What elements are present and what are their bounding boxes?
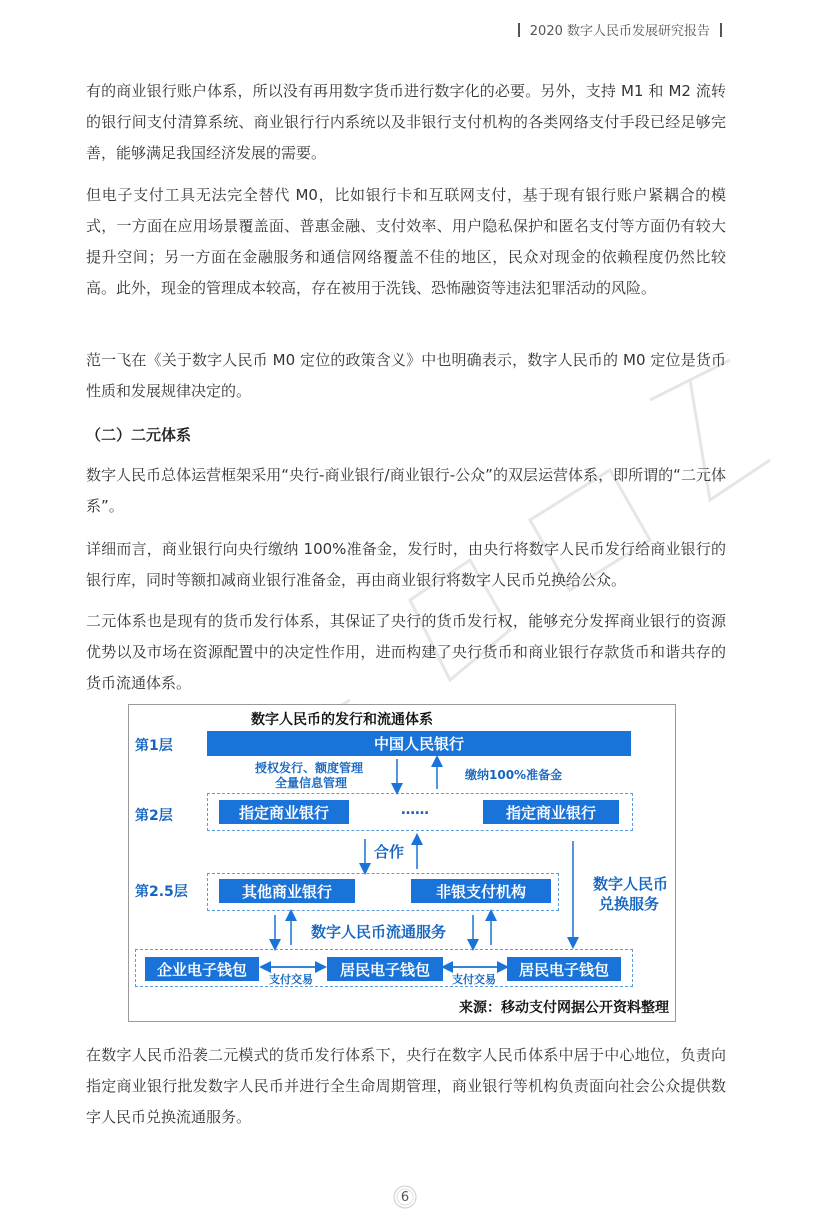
other-bank-box: 其他商业银行 — [219, 879, 355, 903]
nonbank-box: 非银支付机构 — [411, 879, 551, 903]
reserve-label: 缴纳100%准备金 — [465, 768, 563, 782]
issuance-diagram — [128, 704, 676, 1022]
payment-label-2: 支付交易 — [452, 973, 496, 986]
resident-wallet-box-2: 居民电子钱包 — [507, 957, 621, 981]
exchange-label-line1: 数字人民币 — [593, 875, 669, 893]
header-divider-left — [518, 23, 520, 37]
layer-25-label: 第2.5层 — [135, 884, 188, 900]
designated-bank-right: 指定商业银行 — [483, 800, 619, 824]
designated-bank-left: 指定商业银行 — [219, 800, 349, 824]
diagram-source: 来源：移动支付网据公开资料整理 — [459, 1000, 669, 1016]
paragraph-3: 范一飞在《关于数字人民币 M0 定位的政策含义》中也明确表示，数字人民币的 M0 定位是货币性质和发展规律决定的。 — [86, 351, 726, 400]
cooperate-label: 合作 — [374, 843, 405, 861]
page-number-text: 6 — [400, 1189, 410, 1205]
paragraph-4: 数字人民币总体运营框架采用“央行-商业银行/商业银行-公众”的双层运营体系，即所谓的“二元体系”。 — [86, 466, 726, 515]
paragraph-2: 但电子支付工具无法完全替代 M0，比如银行卡和互联网支付，基于现有银行账户紧耦合的模式，一方面在应用场景覆盖面、普惠金融、支付效率、用户隐私保护和匿名支付等方面仍有较大提升空间；另一方面在金融服务和通信网络覆盖不佳的地区，民众对现金的依赖程度仍然比较高。此外，现金的管理成本较高，存在被用于洗钱、恐怖融资等违法犯罪活动的风险。 — [86, 186, 726, 297]
section-heading: （二）二元体系 — [86, 426, 192, 444]
layer-1-label: 第1层 — [135, 738, 173, 754]
corporate-wallet-box: 企业电子钱包 — [145, 957, 259, 981]
header-divider-right — [720, 23, 722, 37]
page-number — [392, 1184, 418, 1210]
issue-label-line1: 授权发行、额度管理 — [255, 761, 364, 775]
paragraph-6: 二元体系也是现有的货币发行体系，其保证了央行的货币发行权，能够充分发挥商业银行的资源优势以及市场在资源配置中的决定性作用，进而构建了央行货币和商业银行存款货币和谐共存的货币流通体系。 — [86, 612, 726, 692]
issue-label-line2: 全量信息管理 — [275, 776, 348, 790]
paragraph-1: 有的商业银行账户体系，所以没有再用数字货币进行数字化的必要。另外，支持 M1 和 M2 流转的银行间支付清算系统、商业银行行内系统以及非银行支付机构的各类网络支付手段已经足够完善，能够满足我国经济发展的需要。 — [86, 82, 726, 162]
page-header — [518, 20, 722, 39]
header-title: 2020 数字人民币发展研究报告 — [529, 24, 710, 39]
resident-wallet-box-1: 居民电子钱包 — [327, 957, 443, 981]
central-bank-box: 中国人民银行 — [207, 731, 631, 756]
payment-label-1: 支付交易 — [269, 973, 313, 986]
circulation-label: 数字人民币流通服务 — [311, 923, 447, 941]
paragraph-7: 在数字人民币沿袭二元模式的货币发行体系下，央行在数字人民币体系中居于中心地位，负责向指定商业银行批发数字人民币并进行全生命周期管理，商业银行等机构负责面向社会公众提供数字人民币兑换流通服务。 — [86, 1046, 726, 1126]
layer-2-label: 第2层 — [135, 808, 173, 824]
ellipsis: …… — [401, 802, 429, 818]
paragraph-5: 详细而言，商业银行向央行缴纳 100%准备金，发行时，由央行将数字人民币发行给商业银行的银行库，同时等额扣减商业银行准备金，再由商业银行将数字人民币兑换给公众。 — [86, 540, 726, 589]
diagram-arrows — [129, 705, 675, 1021]
diagram-title: 数字人民币的发行和流通体系 — [251, 712, 433, 728]
exchange-label-line2: 兑换服务 — [599, 895, 660, 913]
